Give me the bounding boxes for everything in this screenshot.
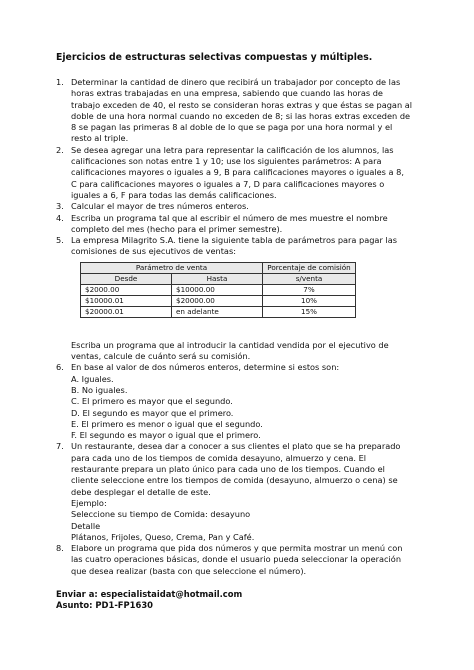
exercise-6 [56, 362, 432, 441]
table-header-cell: Desde [81, 273, 172, 284]
exercise-4 [56, 213, 432, 236]
text-line: Seleccione su tiempo de Comida: desayuno [71, 509, 251, 520]
text-line: las cuatro operaciones básicas, donde el usuario pueda seleccionar la operación [71, 554, 402, 565]
text-line: ventas, calcule de cuánto será su comisión. [71, 351, 251, 362]
sub-item: D. El segundo es mayor que el primero. [71, 407, 234, 418]
text-line: 8 se pagan las primeras 8 al doble de lo que se paga por una hora normal y el [71, 122, 393, 133]
subject-line: Asunto: PD1-FP1630 [56, 599, 153, 610]
text-line: horas extras trabajadas en una empresa, sabiendo que cuando las horas de [71, 88, 383, 99]
table-cell: $20000.00 [172, 295, 263, 306]
text-line: La empresa Milagrito S.A. tiene la siguiente tabla de parámetros para pagar las [71, 235, 397, 246]
table-header-row [81, 262, 356, 273]
commission-table [80, 262, 356, 318]
table-row [81, 295, 356, 306]
sub-item: A. Iguales. [71, 373, 114, 384]
text-line: Escriba un programa tal que al escribir el número de mes muestre el nombre [71, 212, 388, 223]
text-line: Un restaurante, desea dar a conocer a sus clientes el plato que se ha preparado [71, 441, 401, 452]
footer [56, 589, 432, 611]
text-line: Elabore un programa que pida dos números y que permita mostrar un menú con [71, 543, 403, 554]
item-number: 7. [56, 441, 64, 452]
text-line: Detalle [71, 520, 101, 531]
table-header-row [81, 273, 356, 284]
table-cell: $10000.00 [172, 284, 263, 295]
text-line: calificaciones mayores o iguales a 9, B para calificaciones mayores o iguales a 8, [71, 167, 404, 178]
table-header-cell: s/venta [263, 273, 356, 284]
item-number: 6. [56, 362, 64, 373]
exercise-7 [56, 441, 432, 543]
item-number: 3. [56, 201, 64, 212]
document-page [56, 52, 432, 611]
table-header-cell: Porcentaje de comisión [263, 262, 356, 273]
text-line: para cada uno de los tiempos de comida desayuno, almuerzo y cena. El [71, 452, 367, 463]
sub-item: C. El primero es mayor que el segundo. [71, 396, 233, 407]
exercise-3 [56, 201, 432, 212]
exercise-list [56, 77, 432, 577]
sub-item: F. El segundo es mayor o igual que el primero. [71, 430, 261, 441]
text-line: iguales a 6, F para todas las demás calificaciones. [71, 189, 277, 200]
exercise-8 [56, 543, 432, 577]
exercise-5 [56, 235, 432, 362]
text-line: En base al valor de dos números enteros, determine si estos son: [71, 362, 340, 373]
table-header-cell: Hasta [172, 273, 263, 284]
item-number: 2. [56, 144, 64, 155]
text-line: calificaciones son notas entre 1 y 10; use los siguientes parámetros: A para [71, 156, 382, 167]
item-number: 4. [56, 212, 64, 223]
table-header-cell: Parámetro de venta [81, 262, 263, 273]
table-cell: 10% [263, 295, 356, 306]
table-cell: $2000.00 [81, 284, 172, 295]
text-line: Ejemplo: [71, 497, 107, 508]
exercise-2 [56, 145, 432, 201]
table-cell: en adelante [172, 306, 263, 317]
table-cell: $20000.01 [81, 306, 172, 317]
table-cell: 7% [263, 284, 356, 295]
sub-item: E. El primero es menor o igual que el segundo. [71, 418, 263, 429]
text-line: restaurante prepara un plato único para cada uno de los tiempos. Cuando el [71, 464, 385, 475]
text-line: doble de una hora normal cuando no exceden de 8; si las horas extras exceden de [71, 110, 411, 121]
text-line: completo del mes (hecho para el primer semestre). [71, 223, 283, 234]
send-to-line: Enviar a: especialistaidat@hotmail.com [56, 588, 243, 599]
text-line: debe desplegar el detalle de este. [71, 486, 211, 497]
table-row [81, 306, 356, 317]
text-line: Plátanos, Frijoles, Queso, Crema, Pan y Café. [71, 531, 255, 542]
text-line: Calcular el mayor de tres números enteros. [71, 201, 249, 212]
text-line: que desea realizar (basta con que seleccione el número). [71, 565, 307, 576]
text-line: Determinar la cantidad de dinero que recibirá un trabajador por concepto de las [71, 77, 401, 87]
text-line: cliente seleccione entre los tiempos de comida (desayuno, almuerzo o cena) se [71, 475, 398, 486]
item-number: 5. [56, 235, 64, 246]
item-number: 8. [56, 543, 64, 554]
page-title: Ejercicios de estructuras selectivas compuestas y múltiples. [56, 52, 373, 63]
text-line: trabajo exceden de 40, el resto se consideran horas extras y que éstas se pagan al [71, 99, 413, 110]
text-line: comisiones de sus ejecutivos de ventas: [71, 246, 236, 257]
item-number: 1. [56, 77, 64, 87]
table-row [81, 284, 356, 295]
text-line: resto al triple. [71, 133, 129, 144]
text-line: C para calificaciones mayores o iguales a 7, D para calificaciones mayores o [71, 178, 385, 189]
text-line: Escriba un programa que al introducir la cantidad vendida por el ejecutivo de [71, 339, 389, 350]
text-line: Se desea agregar una letra para representar la calificación de los alumnos, las [71, 144, 394, 155]
exercise-1 [56, 77, 432, 145]
table-cell: 15% [263, 306, 356, 317]
table-cell: $10000.01 [81, 295, 172, 306]
sub-item: B. No iguales. [71, 384, 128, 395]
